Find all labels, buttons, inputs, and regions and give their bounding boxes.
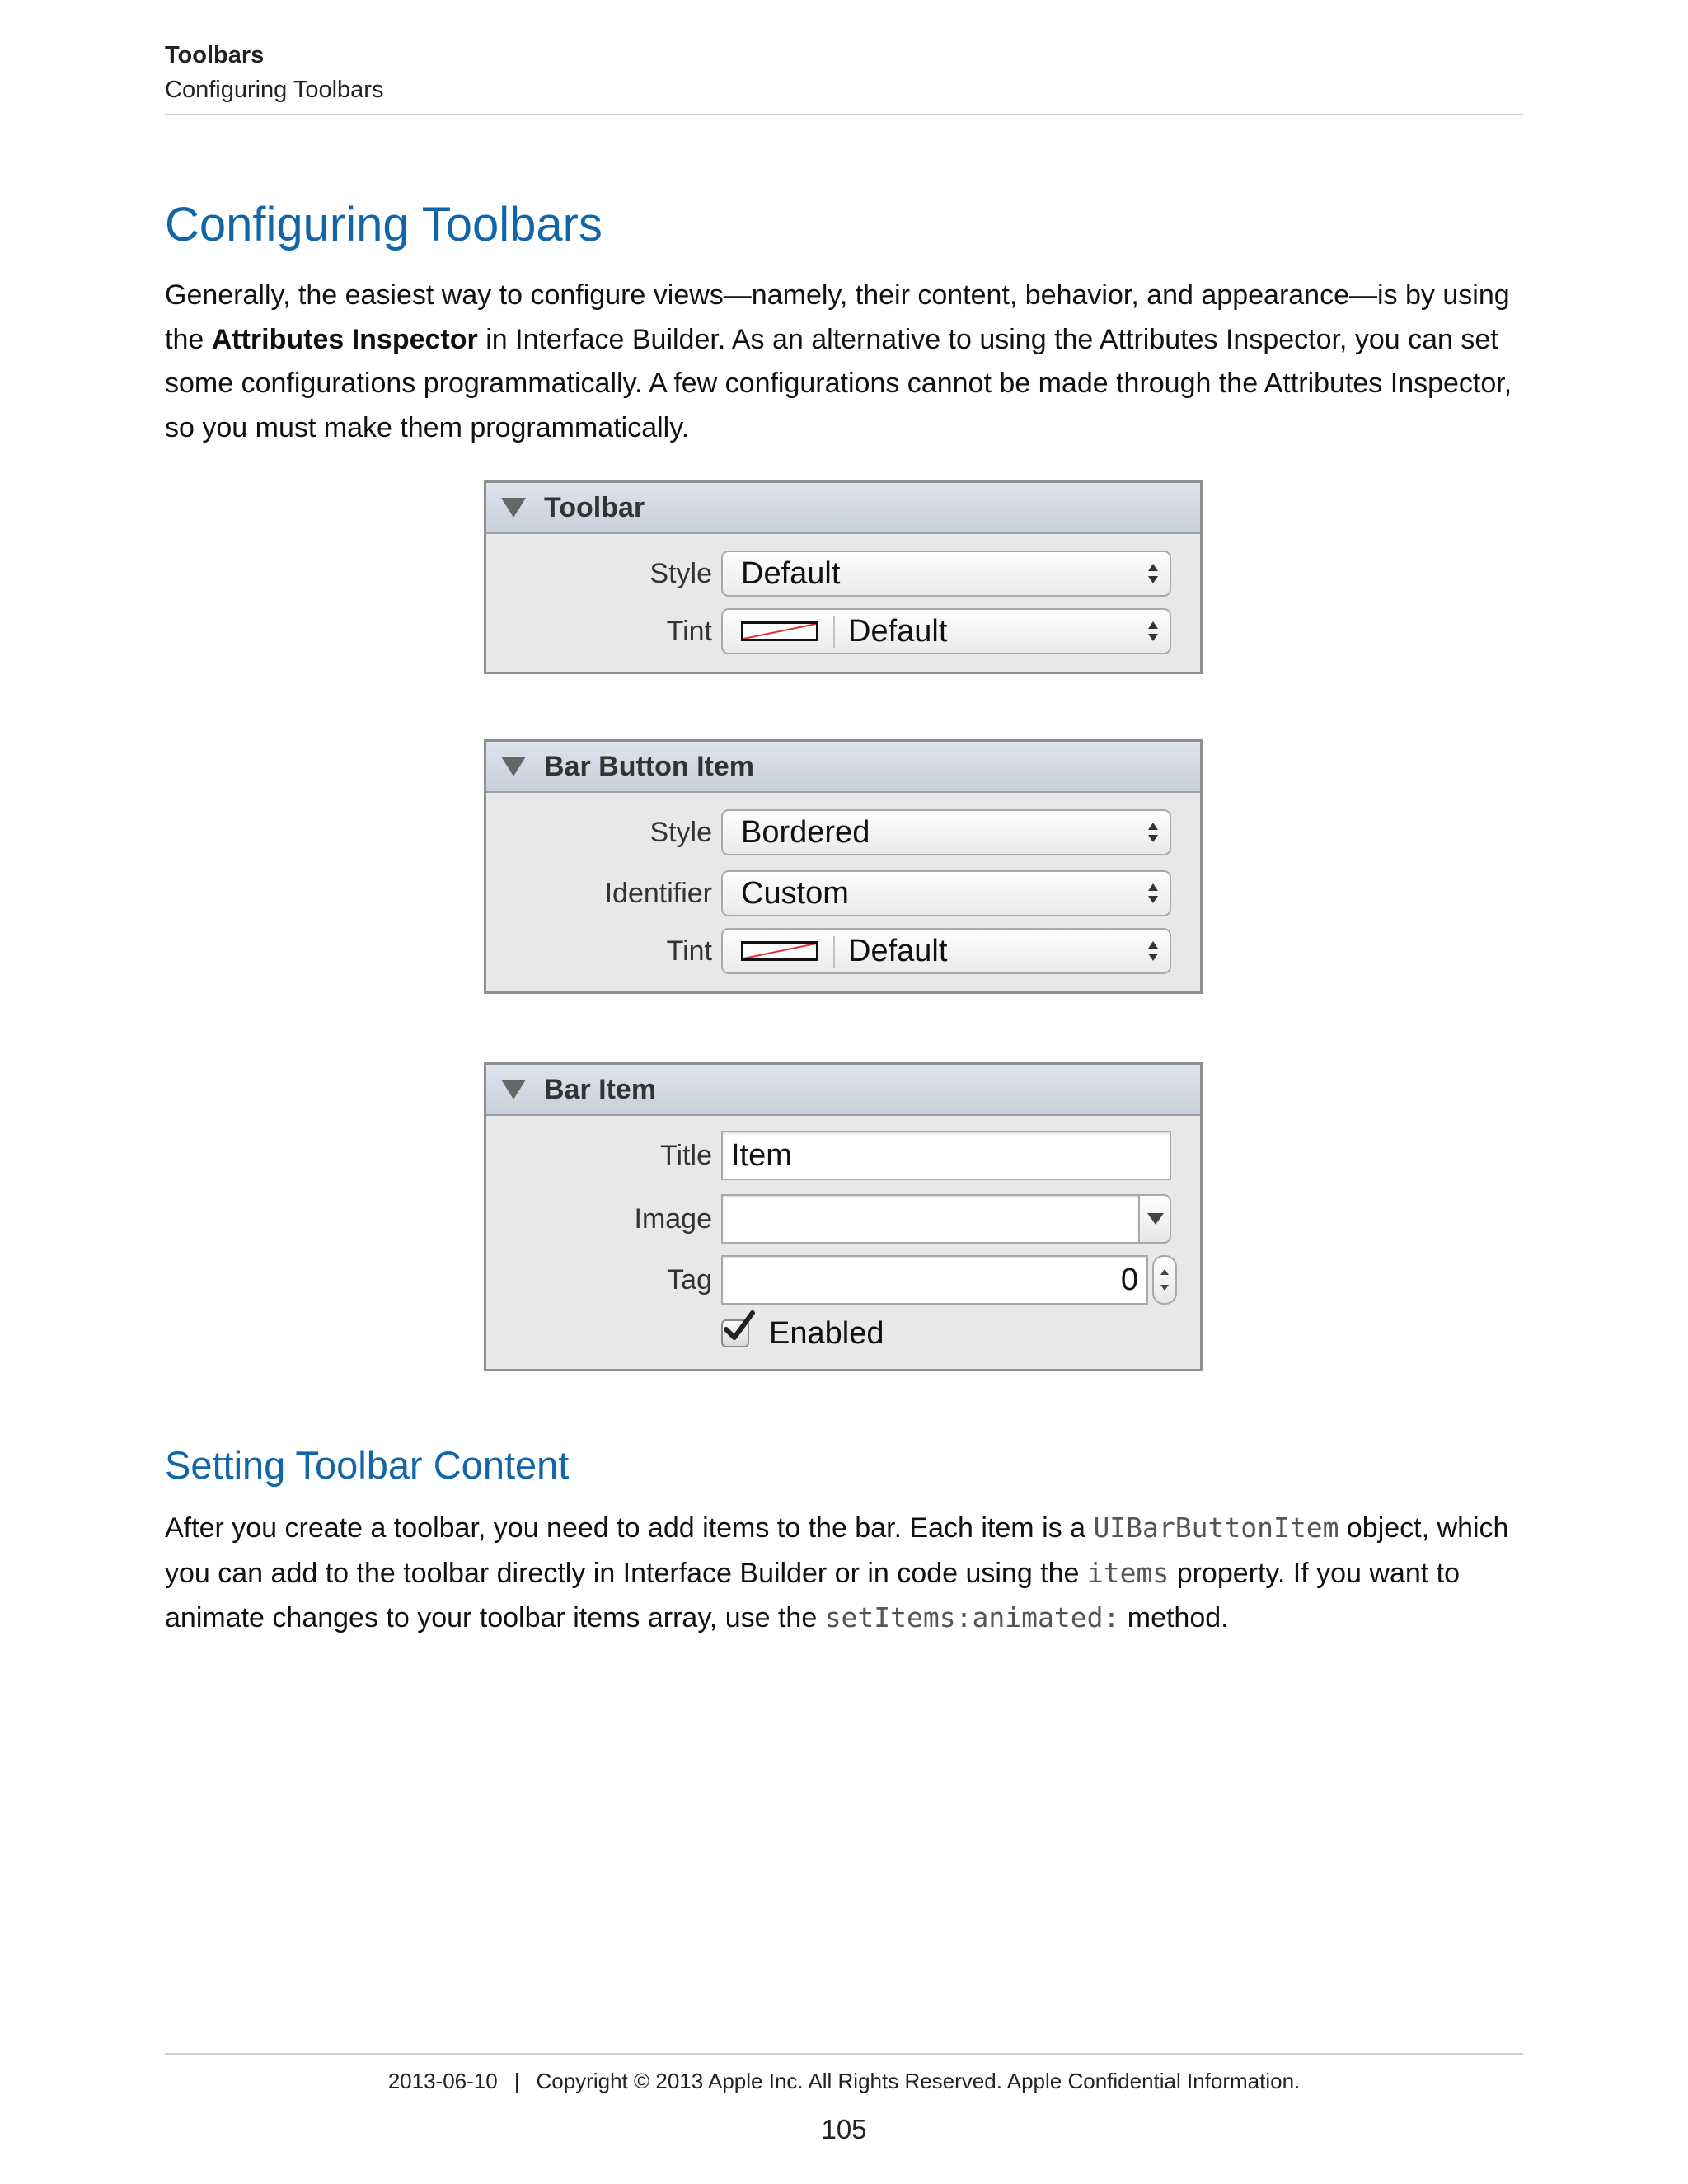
intro-text-2: in Interface Builder. As an alternative to using the Attributes Inspector, you can set some configurations programmatically. A few configurations cannot be made through the Attributes Inspector, so you must make them programmatically. — [165, 323, 1512, 443]
tag-field[interactable] — [721, 1255, 1148, 1305]
tint-row — [486, 608, 1200, 654]
tag-row — [486, 1255, 1200, 1305]
tint-popup[interactable] — [721, 928, 1171, 974]
section-paragraph — [165, 1506, 1525, 1641]
style-label: Style — [649, 817, 712, 848]
updown-arrows-icon — [1146, 879, 1160, 908]
panel-title: Bar Item — [544, 1073, 657, 1105]
tint-divider — [833, 936, 835, 968]
panel-header[interactable] — [486, 483, 1200, 534]
tint-divider — [833, 616, 835, 648]
style-popup[interactable] — [721, 809, 1171, 855]
disclosure-triangle-icon[interactable] — [501, 498, 526, 518]
image-combo-field[interactable] — [721, 1194, 1140, 1244]
intro-paragraph — [165, 274, 1525, 450]
image-dropdown-button[interactable] — [1138, 1194, 1171, 1244]
panel-title: Toolbar — [544, 491, 645, 523]
updown-arrows-icon — [1146, 818, 1160, 847]
image-label: Image — [634, 1203, 712, 1235]
identifier-popup[interactable] — [721, 870, 1171, 916]
page-title: Configuring Toolbars — [165, 198, 603, 251]
title-field[interactable] — [721, 1131, 1171, 1180]
intro-bold-term: Attributes Inspector — [211, 323, 478, 355]
intro-text-1: Generally, the easiest way to configure views—namely, their content, behavior, and appearance—is by using the — [165, 279, 1510, 355]
title-value: Item — [731, 1138, 792, 1173]
section-title: Setting Toolbar Content — [165, 1443, 570, 1487]
footer-date: 2013-06-10 — [387, 2069, 498, 2093]
checkmark-icon — [721, 1310, 757, 1346]
bar-item-inspector-panel — [484, 1062, 1203, 1371]
page-number: 105 — [821, 2114, 867, 2144]
enabled-label: Enabled — [769, 1316, 884, 1351]
tint-swatch-icon — [741, 941, 818, 961]
style-value: Default — [741, 556, 841, 591]
identifier-value: Custom — [741, 876, 849, 911]
header-chapter: Toolbars — [165, 42, 265, 68]
section-text-2: object, which you can add to the toolbar directly in Interface Builder or in code using the — [165, 1512, 1509, 1589]
bar-button-item-inspector-panel — [484, 739, 1203, 994]
tag-value: 0 — [1120, 1263, 1138, 1297]
tint-popup[interactable] — [721, 608, 1171, 654]
image-row — [486, 1194, 1200, 1244]
updown-arrows-icon — [1146, 559, 1160, 588]
style-popup[interactable] — [721, 551, 1171, 597]
tag-label: Tag — [667, 1264, 712, 1296]
footer-separator: | — [513, 2069, 520, 2093]
updown-arrows-icon — [1146, 936, 1160, 966]
tint-label: Tint — [666, 616, 712, 647]
tag-stepper[interactable] — [1152, 1255, 1177, 1305]
panel-header[interactable] — [486, 1065, 1200, 1116]
style-value: Bordered — [741, 815, 870, 850]
tint-row — [486, 928, 1200, 974]
identifier-label: Identifier — [604, 878, 712, 909]
updown-arrows-icon — [1146, 616, 1160, 646]
panel-header[interactable] — [486, 742, 1200, 793]
disclosure-triangle-icon[interactable] — [501, 757, 526, 776]
tint-swatch-icon — [741, 621, 818, 641]
section-text-4: method. — [1119, 1602, 1229, 1633]
identifier-row — [486, 870, 1200, 916]
disclosure-triangle-icon[interactable] — [501, 1080, 526, 1099]
section-text-3: property. If you want to animate changes to your toolbar items array, use the — [165, 1557, 1461, 1633]
tint-value: Default — [848, 614, 948, 649]
title-label: Title — [660, 1140, 712, 1171]
page-footer — [0, 2066, 1688, 2096]
style-label: Style — [649, 558, 712, 589]
code-items: items — [1086, 1556, 1170, 1589]
dropdown-arrow-icon — [1147, 1213, 1164, 1225]
stepper-arrows-icon — [1154, 1257, 1175, 1303]
panel-title: Bar Button Item — [544, 750, 754, 782]
tint-label: Tint — [666, 935, 712, 967]
toolbar-inspector-panel — [484, 480, 1203, 674]
style-row — [486, 809, 1200, 855]
title-row — [486, 1131, 1200, 1180]
enabled-row — [486, 1313, 1200, 1354]
footer-copyright: Copyright © 2013 Apple Inc. All Rights Reserved. Apple Confidential Information. — [536, 2069, 1301, 2093]
enabled-checkbox[interactable] — [721, 1319, 749, 1347]
code-setitems-animated: setItems:animated: — [824, 1601, 1120, 1633]
page-header — [165, 40, 1523, 105]
section-text-1: After you create a toolbar, you need to add items to the bar. Each item is a — [165, 1512, 1094, 1544]
tint-value: Default — [848, 934, 948, 968]
code-uibarbuttonitem: UIBarButtonItem — [1093, 1511, 1339, 1544]
header-section: Configuring Toolbars — [165, 77, 384, 103]
style-row — [486, 551, 1200, 597]
header-divider — [165, 114, 1523, 115]
footer-divider — [165, 2053, 1523, 2055]
